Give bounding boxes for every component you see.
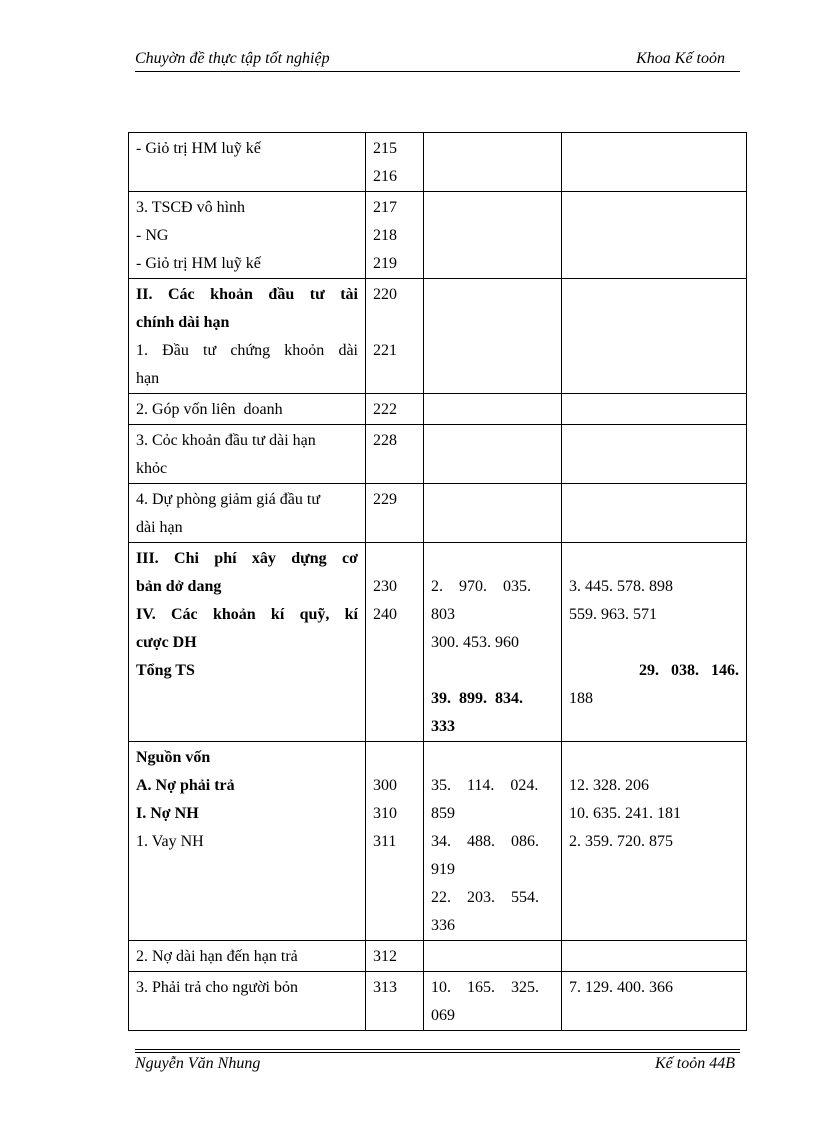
item-label: 3. TSCĐ vô hình [136,199,246,216]
code-cell [366,742,424,941]
amount-value: 34. 488. 086. [431,833,539,850]
code-cell [366,394,424,425]
begin-period-cell [562,133,747,192]
end-period-cell [424,742,562,941]
code-cell [366,279,424,394]
code-value: 219 [373,255,397,272]
item-label: 1. Vay NH [136,833,204,850]
item-label: 3. Cỏc khoản đầu tư dài hạn [136,432,316,449]
amount-value: 10. 635. 241. 181 [569,805,681,822]
code-cell [366,484,424,543]
table-row [129,425,747,484]
total-assets-label: Tổng TS [136,662,195,679]
section-heading: chính dài hạn [136,314,230,331]
begin-period-cell [562,425,747,484]
item-cell [129,972,366,1031]
header-rule [135,71,740,72]
page-header [135,48,740,70]
item-cell [129,484,366,543]
begin-period-cell [562,394,747,425]
end-period-cell [424,425,562,484]
begin-period-cell [562,192,747,279]
balance-sheet-table [128,132,747,1031]
header-title: Chuyờn đề thực tập tốt nghiệp [135,50,330,67]
amount-value: 35. 114. 024. [431,777,539,794]
begin-period-cell [562,279,747,394]
table-row [129,543,747,742]
table-row [129,279,747,394]
item-cell [129,133,366,192]
begin-period-cell [562,742,747,941]
item-cell [129,192,366,279]
section-heading: II. Các khoản đầu tư tài [136,286,358,303]
amount-value: 188 [569,690,593,707]
section-heading: cược DH [136,634,197,651]
code-value: 215 [373,140,397,157]
section-heading: IV. Các khoản kí quỹ, kí [136,606,358,623]
amount-value: 2. 970. 035. [431,578,531,595]
amount-value: 7. 129. 400. 366 [569,979,673,996]
item-cell [129,425,366,484]
code-value: 220 [373,286,397,303]
item-label: hạn [136,370,160,387]
table-row [129,133,747,192]
amount-value: 336 [431,917,455,934]
item-label: khỏc [136,460,168,477]
end-period-cell [424,394,562,425]
code-value: 228 [373,432,397,449]
item-label: - NG [136,227,169,244]
amount-value: 069 [431,1007,455,1024]
item-cell [129,941,366,972]
amount-value: 22. 203. 554. [431,889,539,906]
code-value: 222 [373,401,397,418]
section-heading: bản dở dang [136,578,222,595]
footer-rule [135,1049,740,1050]
code-value: 240 [373,606,397,623]
item-label: 3. Phải trả cho người bỏn [136,979,298,996]
code-value: 313 [373,979,397,996]
end-period-cell [424,484,562,543]
amount-value: 559. 963. 571 [569,606,657,623]
code-value: 311 [373,833,397,850]
begin-period-cell [562,972,747,1031]
page-footer [135,1055,740,1077]
amount-value: 803 [431,606,455,623]
section-heading: A. Nợ phải trả [136,777,235,794]
code-value: 216 [373,168,397,185]
end-period-cell [424,279,562,394]
table-row [129,192,747,279]
amount-value: 300. 453. 960 [431,634,519,651]
code-value: 310 [373,805,397,822]
total-amount: 29. 038. 146. [639,662,739,679]
section-heading: Nguồn vốn [136,749,211,766]
code-cell [366,192,424,279]
begin-period-cell [562,543,747,742]
code-value: 230 [373,578,397,595]
total-amount: 333 [431,718,455,735]
section-heading: I. Nợ NH [136,805,199,822]
begin-period-cell [562,484,747,543]
amount-value: 859 [431,805,455,822]
table-row [129,484,747,543]
footer-author: Nguyễn Văn Nhung [135,1055,261,1072]
end-period-cell [424,543,562,742]
code-value: 218 [373,227,397,244]
code-value: 312 [373,948,397,965]
code-cell [366,972,424,1031]
footer-rule [135,1052,740,1053]
section-heading: III. Chi phí xây dựng cơ [136,550,358,567]
item-label: 2. Nợ dài hạn đến hạn trả [136,948,298,965]
item-cell [129,742,366,941]
item-label: - Giỏ trị HM luỹ kế [136,255,261,272]
amount-value: 10. 165. 325. [431,979,539,996]
code-value: 217 [373,199,397,216]
end-period-cell [424,133,562,192]
item-cell [129,279,366,394]
begin-period-cell [562,941,747,972]
item-label: 2. Góp vốn liên doanh [136,401,283,418]
end-period-cell [424,192,562,279]
end-period-cell [424,972,562,1031]
code-cell [366,425,424,484]
footer-class: Kế toỏn 44B [655,1055,735,1072]
item-label: - Giỏ trị HM luỹ kế [136,140,261,157]
item-cell [129,543,366,742]
end-period-cell [424,941,562,972]
total-amount: 39. 899. 834. [431,690,523,707]
code-cell [366,543,424,742]
item-label: 4. Dự phòng giảm giá đầu tư [136,491,320,508]
item-label: 1. Đầu tư chứng khoỏn dài [136,342,358,359]
code-cell [366,133,424,192]
item-cell [129,394,366,425]
header-department: Khoa Kế toỏn [636,50,725,67]
table-row [129,972,747,1031]
table-row [129,941,747,972]
code-value: 300 [373,777,397,794]
amount-value: 12. 328. 206 [569,777,649,794]
amount-value: 3. 445. 578. 898 [569,578,673,595]
code-value: 221 [373,342,397,359]
code-value: 229 [373,491,397,508]
item-label: dài hạn [136,519,183,536]
table-row [129,394,747,425]
table-row [129,742,747,941]
amount-value: 919 [431,861,455,878]
code-cell [366,941,424,972]
amount-value: 2. 359. 720. 875 [569,833,673,850]
